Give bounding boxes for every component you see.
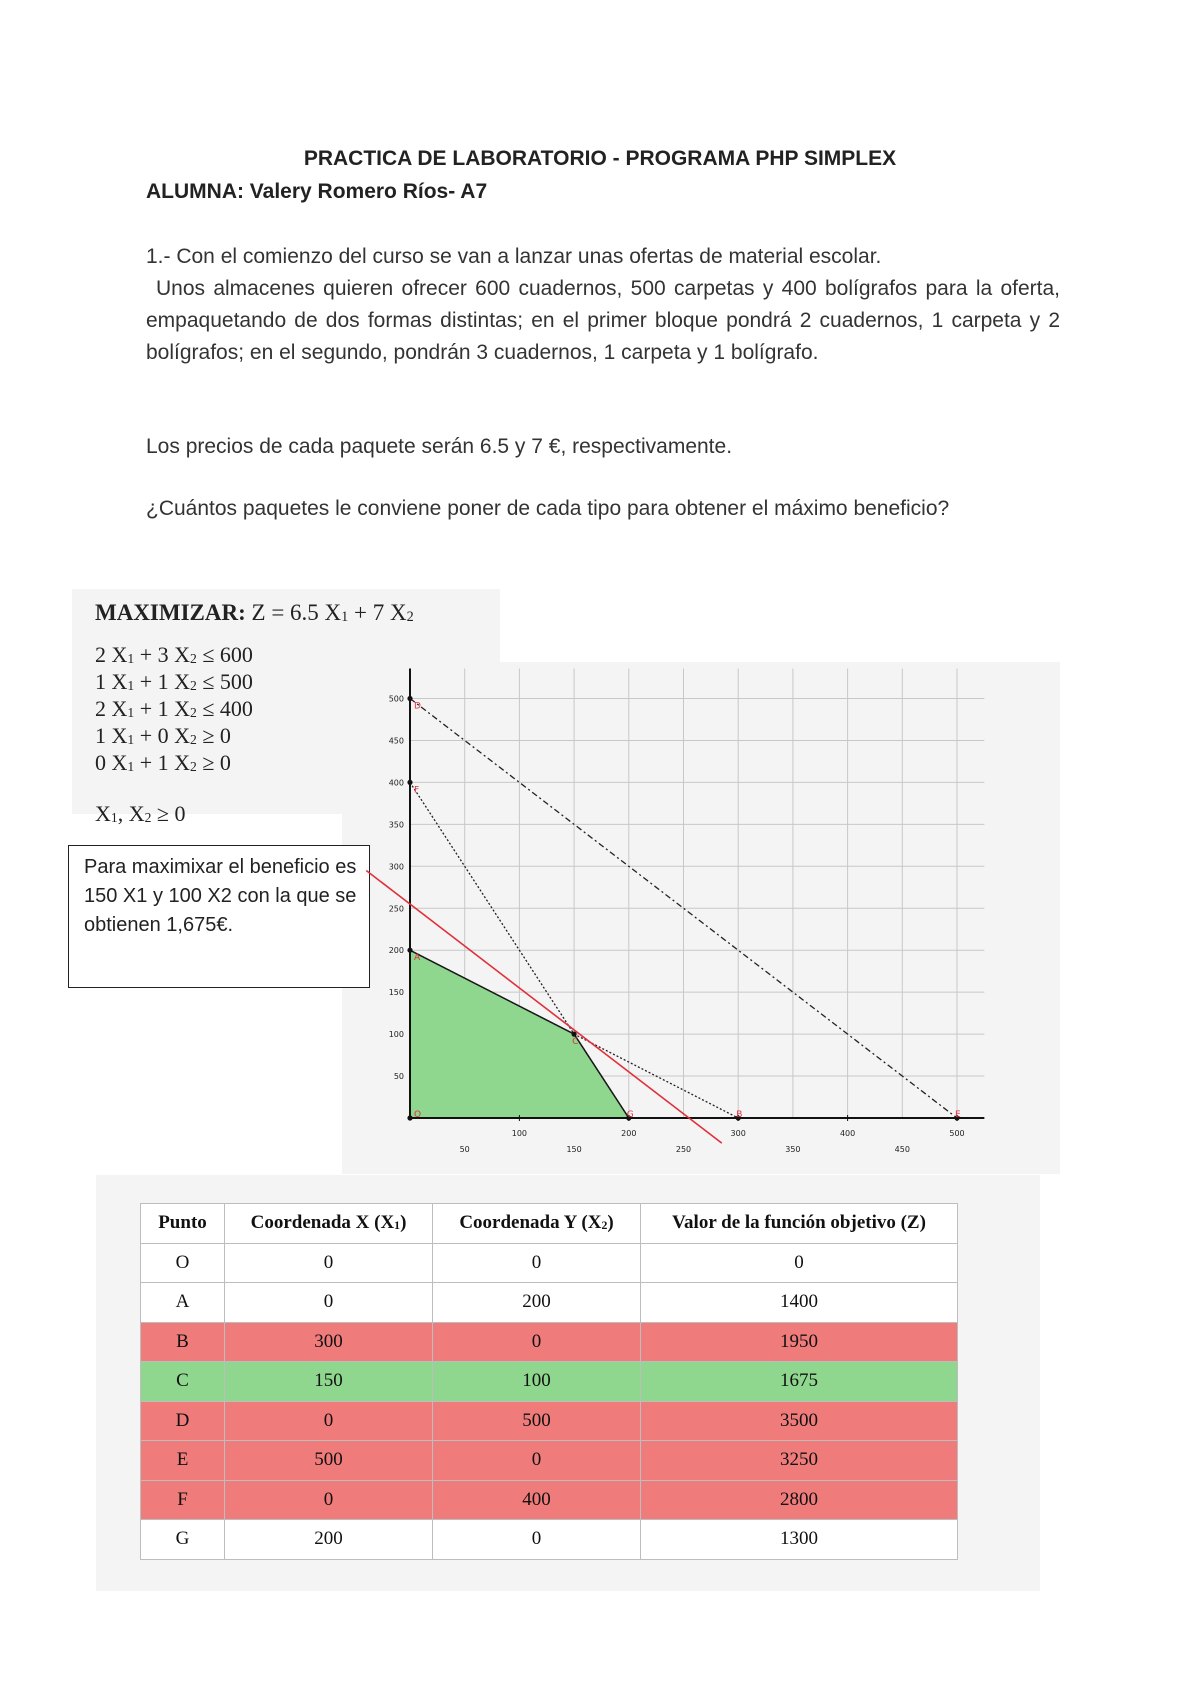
- x-tick-label: 500: [949, 1129, 965, 1138]
- x-tick-label: 450: [894, 1145, 910, 1154]
- cell-x: 0: [225, 1283, 433, 1323]
- cell-punto: B: [141, 1322, 225, 1362]
- y-tick-label: 250: [388, 904, 404, 914]
- header-coord-y: Coordenada Y $(X_2)$: [433, 1204, 641, 1244]
- objective-label: MAXIMIZAR:: [95, 600, 246, 625]
- x-tick-label: 100: [511, 1129, 528, 1138]
- constraint-3: 2 $X_1 + 1$ $X_2 \le 400$: [95, 696, 253, 721]
- vertex-label: B: [736, 1110, 743, 1120]
- table-header-row: [141, 1204, 958, 1244]
- table-row: [141, 1520, 958, 1560]
- x-tick-label: 400: [839, 1129, 856, 1138]
- table-row: [141, 1480, 958, 1520]
- vertex-label: O: [414, 1110, 422, 1120]
- y-tick-label: 200: [388, 946, 404, 956]
- table-row: [141, 1243, 958, 1283]
- x-tick-label: 200: [621, 1129, 637, 1138]
- x-tick-label: 250: [675, 1145, 692, 1154]
- cell-z: 2800: [641, 1480, 958, 1520]
- cell-y: 0: [433, 1322, 641, 1362]
- constraint-2: 1 $X_1 + 1$ $X_2 \le 500$: [95, 669, 253, 694]
- x-tick-label: 50: [459, 1145, 470, 1154]
- feasible-region-chart: [342, 662, 1060, 1174]
- cell-punto: E: [141, 1441, 225, 1481]
- question-paragraph: ¿Cuántos paquetes le conviene poner de cada tipo para obtener el máximo beneficio?: [146, 497, 950, 520]
- y-tick-label: 500: [388, 694, 404, 704]
- nonnegativity: $X_1$, $X_2 \ge 0$: [95, 801, 186, 826]
- cell-punto: C: [141, 1362, 225, 1402]
- results-table: [140, 1203, 958, 1560]
- objective-expression: Z = 6.5 $X_1 + 7$ $X_2$: [251, 600, 414, 625]
- constraint-1: 2 $X_1 + 3$ $X_2 \le 600$: [95, 642, 253, 667]
- cell-z: 3250: [641, 1441, 958, 1481]
- vertex-point: [407, 780, 412, 785]
- cell-y: 100: [433, 1362, 641, 1402]
- constraint-5: 0 $X_1 + 1$ $X_2 \ge 0$: [95, 750, 231, 775]
- cell-punto: G: [141, 1520, 225, 1560]
- cell-punto: D: [141, 1401, 225, 1441]
- header-punto: Punto: [141, 1204, 225, 1244]
- cell-punto: F: [141, 1480, 225, 1520]
- cell-y: 0: [433, 1441, 641, 1481]
- problem-statement: [146, 241, 1060, 369]
- cell-z: 1675: [641, 1362, 958, 1402]
- cell-y: 400: [433, 1480, 641, 1520]
- table-row: [141, 1441, 958, 1481]
- cell-z: 0: [641, 1243, 958, 1283]
- vertex-label: F: [414, 785, 420, 796]
- x-tick-label: 350: [785, 1145, 801, 1154]
- cell-y: 0: [433, 1243, 641, 1283]
- vertex-label: D: [414, 701, 421, 712]
- cell-z: 1300: [641, 1520, 958, 1560]
- problem-line-2: Unos almacenes quieren ofrecer 600 cuadernos, 500 carpetas y 400 bolígrafos para la oferta, empaquetando de dos formas distintas; en el primer bloque pondrá 2 cuadernos, 1 carpeta y 2 bolígrafos; en el segundo, pondrán 3 cuadernos, 1 carpeta y 1 bolígrafo.: [146, 277, 1060, 364]
- y-tick-label: 150: [388, 988, 404, 998]
- y-tick-label: 300: [388, 862, 404, 872]
- vertex-point: [407, 948, 412, 953]
- cell-x: 0: [225, 1401, 433, 1441]
- header-objective-value: Valor de la función objetivo (Z): [641, 1204, 958, 1244]
- cell-y: 200: [433, 1283, 641, 1323]
- y-tick-label: 100: [388, 1030, 404, 1040]
- vertex-point: [407, 696, 412, 701]
- page-title: PRACTICA DE LABORATORIO - PROGRAMA PHP SIMPLEX: [303, 147, 897, 170]
- y-tick-label: 350: [388, 820, 404, 830]
- table-row: [141, 1283, 958, 1323]
- cell-y: 500: [433, 1401, 641, 1441]
- problem-line-1: 1.- Con el comienzo del curso se van a lanzar unas ofertas de material escolar.: [146, 245, 882, 268]
- cell-x: 150: [225, 1362, 433, 1402]
- vertex-label: G: [626, 1110, 634, 1120]
- cell-punto: A: [141, 1283, 225, 1323]
- cell-x: 500: [225, 1441, 433, 1481]
- table-row: [141, 1362, 958, 1402]
- table-row: [141, 1401, 958, 1441]
- cell-punto: O: [141, 1243, 225, 1283]
- table-row: [141, 1322, 958, 1362]
- vertex-label: A: [414, 953, 421, 964]
- vertex-label: E: [955, 1110, 961, 1120]
- conclusion-note: Para maximixar el beneficio es 150 X1 y 100 X2 con la que se obtienen 1,675€.: [68, 845, 370, 988]
- header-coord-x: Coordenada X $(X_1)$: [225, 1204, 433, 1244]
- cell-x: 300: [225, 1322, 433, 1362]
- vertex-label: C: [572, 1037, 579, 1048]
- student-name: ALUMNA: Valery Romero Ríos- A7: [146, 180, 488, 203]
- vertex-point: [407, 1115, 412, 1120]
- y-tick-label: 50: [393, 1072, 404, 1082]
- cell-x: 0: [225, 1480, 433, 1520]
- cell-z: 3500: [641, 1401, 958, 1441]
- y-tick-label: 450: [388, 736, 404, 746]
- cell-x: 200: [225, 1520, 433, 1560]
- x-tick-label: 150: [566, 1145, 582, 1154]
- prices-paragraph: Los precios de cada paquete serán 6.5 y 7 €, respectivamente.: [146, 435, 733, 458]
- constraint-4: 1 $X_1 + 0$ $X_2 \ge 0$: [95, 723, 231, 748]
- cell-z: 1950: [641, 1322, 958, 1362]
- cell-y: 0: [433, 1520, 641, 1560]
- y-tick-label: 400: [388, 778, 404, 788]
- cell-x: 0: [225, 1243, 433, 1283]
- objective-function: [95, 600, 414, 626]
- cell-z: 1400: [641, 1283, 958, 1323]
- vertex-point: [572, 1032, 577, 1037]
- x-tick-label: 300: [730, 1129, 746, 1138]
